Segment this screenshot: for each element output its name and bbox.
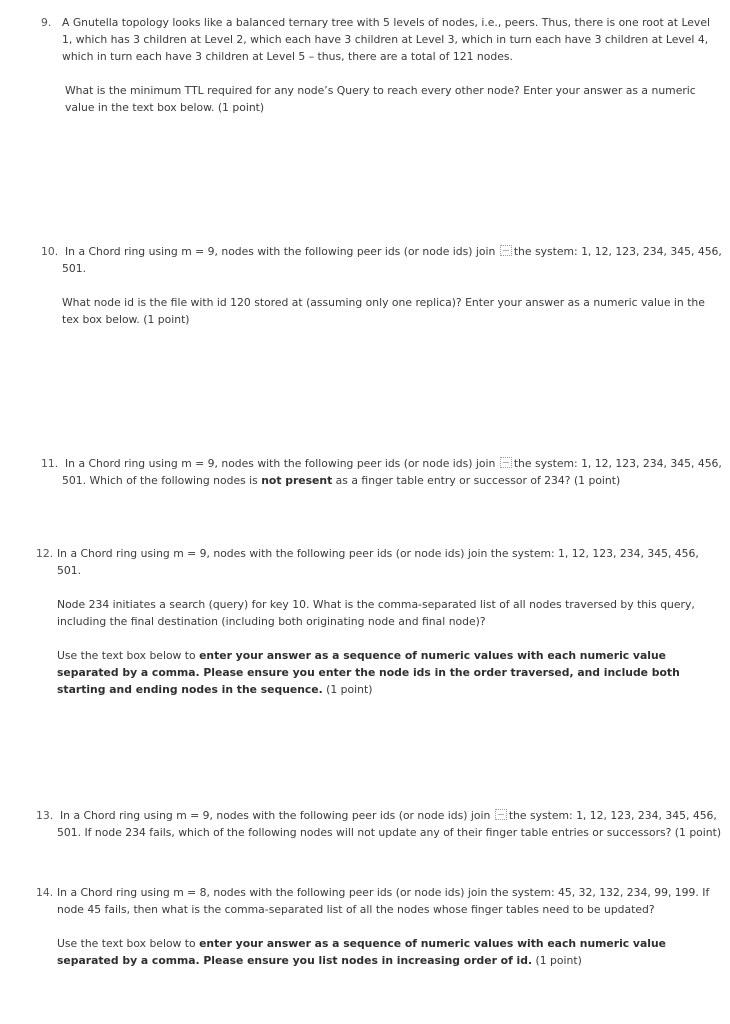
question-text xyxy=(62,243,724,277)
placeholder-glyph-icon xyxy=(500,457,512,468)
question-prompt: What node id is the file with id 120 stored at (assuming only one replica)? Enter your answer as a numeric value in the tex box below. (1 point) xyxy=(62,296,705,326)
question-number: 12. xyxy=(36,547,54,560)
instructions-lead: Use the text box below to xyxy=(57,937,196,950)
question-body xyxy=(57,807,722,841)
instructions-points: (1 point) xyxy=(535,954,582,967)
question-text-part-a: In a Chord ring using m = 9, nodes with the following peer ids (or node ids) join xyxy=(65,457,496,470)
question-number: 9. xyxy=(41,16,52,29)
question-text xyxy=(62,455,724,489)
question-text xyxy=(57,807,722,841)
question-body xyxy=(62,14,722,116)
question-text-part-a: In a Chord ring using m = 9, nodes with the following peer ids (or node ids) join xyxy=(60,809,491,822)
placeholder-glyph-icon xyxy=(495,809,507,820)
question-number: 14. xyxy=(36,886,54,899)
question-body xyxy=(57,884,717,969)
question-body xyxy=(62,455,724,489)
question-text-part-c: as a finger table entry or successor of 234? (1 point) xyxy=(335,474,621,487)
instructions-emphasis: enter your answer as a sequence of numeric values with each numeric value separated by a comma. Please ensure you list nodes in increasing order of id. xyxy=(57,937,666,967)
question-number: 13. xyxy=(36,809,54,822)
instructions-lead: Use the text box below to xyxy=(57,649,196,662)
question-text-part-b: the system: 1, 12, 123, 234, 345, 456, 501. xyxy=(62,245,722,275)
question-text-emphasis: not present xyxy=(261,474,333,487)
question-text: A Gnutella topology looks like a balanced ternary tree with 5 levels of nodes, i.e., peers. Thus, there is one root at Level 1, which has 3 children at Level 2, which each have 3 children at Level 3, which in turn each have 3 children at Level 4, which in turn each have 3 children at Level 5 – thus, there are a total of 121 nodes. xyxy=(62,16,710,63)
instructions-emphasis: enter your answer as a sequence of numeric values with each numeric value separated by a comma. Please ensure you enter the node ids in the order traversed, and include both starting and ending nodes in the sequence. xyxy=(57,649,680,696)
question-text-part-b: the system: 1, 12, 123, 234, 345, 456, 501. Which of the following nodes is xyxy=(62,457,722,487)
answer-instructions xyxy=(57,647,722,698)
question-prompt: Node 234 initiates a search (query) for key 10. What is the comma-separated list of all nodes traversed by this query, including the final destination (including both originating node and final node)? xyxy=(57,598,695,628)
placeholder-glyph-icon xyxy=(500,245,512,256)
answer-instructions xyxy=(57,935,717,969)
question-number: 10. xyxy=(41,245,59,258)
question-text-part-b: the system: 1, 12, 123, 234, 345, 456, 501. If node 234 fails, which of the following nodes will not update any of their finger table entries or successors? (1 point) xyxy=(57,809,722,839)
question-text-part-a: In a Chord ring using m = 9, nodes with the following peer ids (or node ids) join xyxy=(65,245,496,258)
question-body xyxy=(62,243,724,328)
instructions-points: (1 point) xyxy=(326,683,373,696)
question-prompt: What is the minimum TTL required for any node’s Query to reach every other node? Enter your answer as a numeric value in the text box below. (1 point) xyxy=(65,84,696,114)
question-text: In a Chord ring using m = 8, nodes with the following peer ids (or node ids) join the system: 45, 32, 132, 234, 99, 199. If node 45 fails, then what is the comma-separated list of all the nodes whose finger tables need to be updated? xyxy=(57,886,710,916)
question-text: In a Chord ring using m = 9, nodes with the following peer ids (or node ids) join the system: 1, 12, 123, 234, 345, 456, 501. xyxy=(57,547,699,577)
question-number: 11. xyxy=(41,457,59,470)
question-body xyxy=(57,545,722,698)
